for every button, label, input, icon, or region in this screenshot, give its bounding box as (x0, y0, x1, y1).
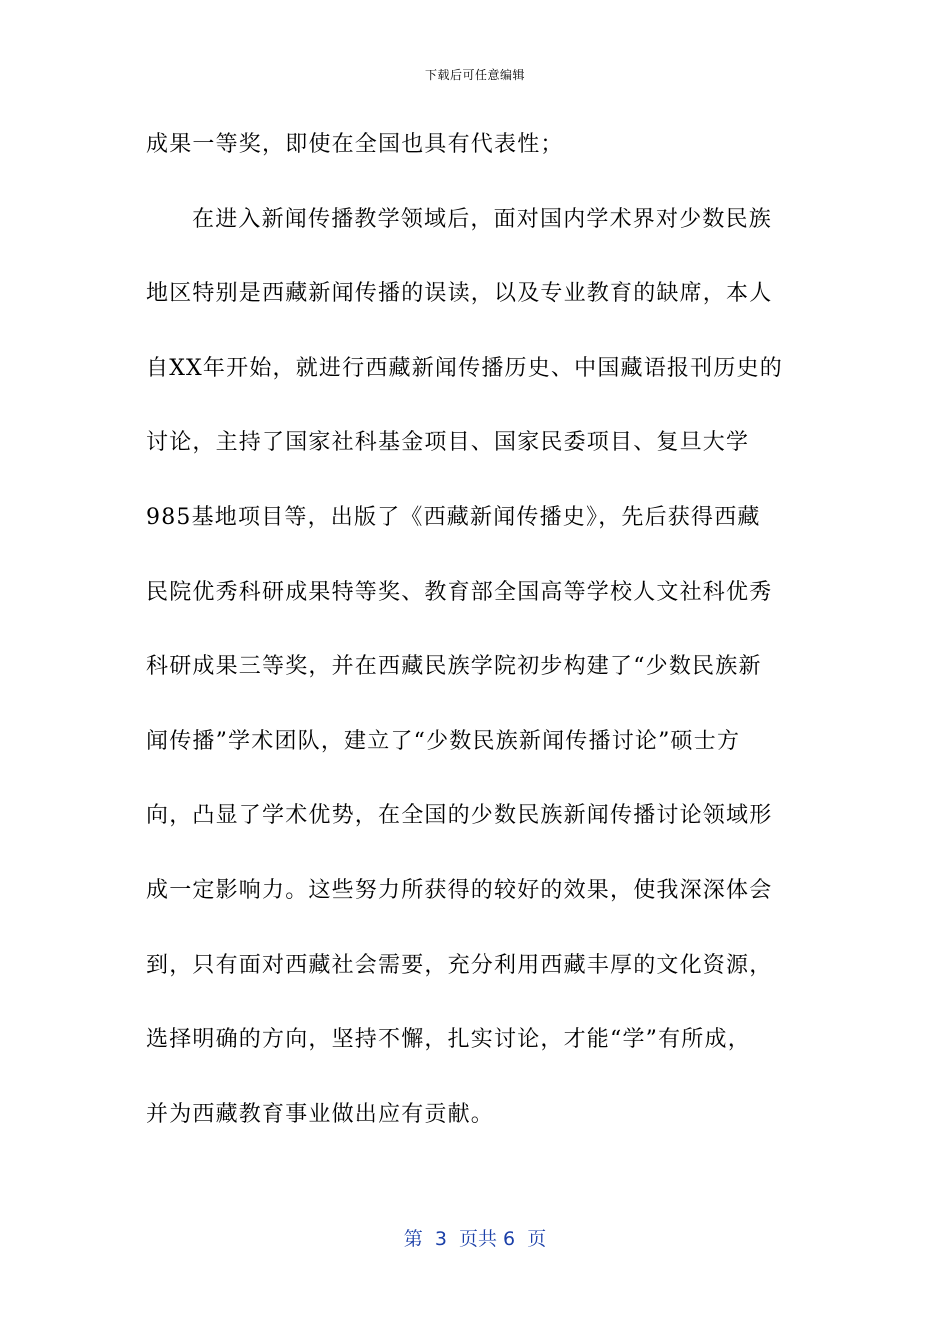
document-body (146, 124, 806, 1168)
text-line-4: 自XX年开始，就进行西藏新闻传播历史、中国藏语报刊历史的 (146, 355, 783, 381)
text-line-3: 地区特别是西藏新闻传播的误读，以及专业教育的缺席，本人 (146, 281, 773, 307)
text-line-2: 在进入新闻传播教学领域后，面对国内学术界对少数民族 (192, 206, 773, 232)
text-line-14: 并为西藏教育事业做出应有贡献。 (146, 1101, 495, 1127)
page-header: 下载后可任意编辑 (424, 68, 525, 82)
page-number-footer: 第 3 页共 6 页 (403, 1228, 547, 1250)
text-line-12: 到，只有面对西藏社会需要，充分利用西藏丰厚的文化资源， (146, 952, 773, 978)
text-line-5: 讨论，主持了国家社科基金项目、国家民委项目、复旦大学 (146, 430, 750, 456)
text-line-8: 科研成果三等奖，并在西藏民族学院初步构建了“少数民族新 (146, 654, 762, 680)
text-line-9: 闻传播”学术团队，建立了“少数民族新闻传播讨论”硕士方 (146, 728, 741, 754)
text-line-6: 985基地项目等，出版了《西藏新闻传播史》，先后获得西藏 (146, 504, 761, 530)
text-line-7: 民院优秀科研成果特等奖、教育部全国高等学校人文社科优秀 (146, 579, 773, 605)
text-line-10: 向，凸显了学术优势，在全国的少数民族新闻传播讨论领域形 (146, 803, 773, 829)
text-line-13: 选择明确的方向，坚持不懈，扎实讨论，才能“学”有所成， (146, 1027, 751, 1053)
text-line-11: 成一定影响力。这些努力所获得的较好的效果，使我深深体会 (146, 877, 773, 903)
text-line-1: 成果一等奖，即使在全国也具有代表性； (146, 132, 564, 157)
